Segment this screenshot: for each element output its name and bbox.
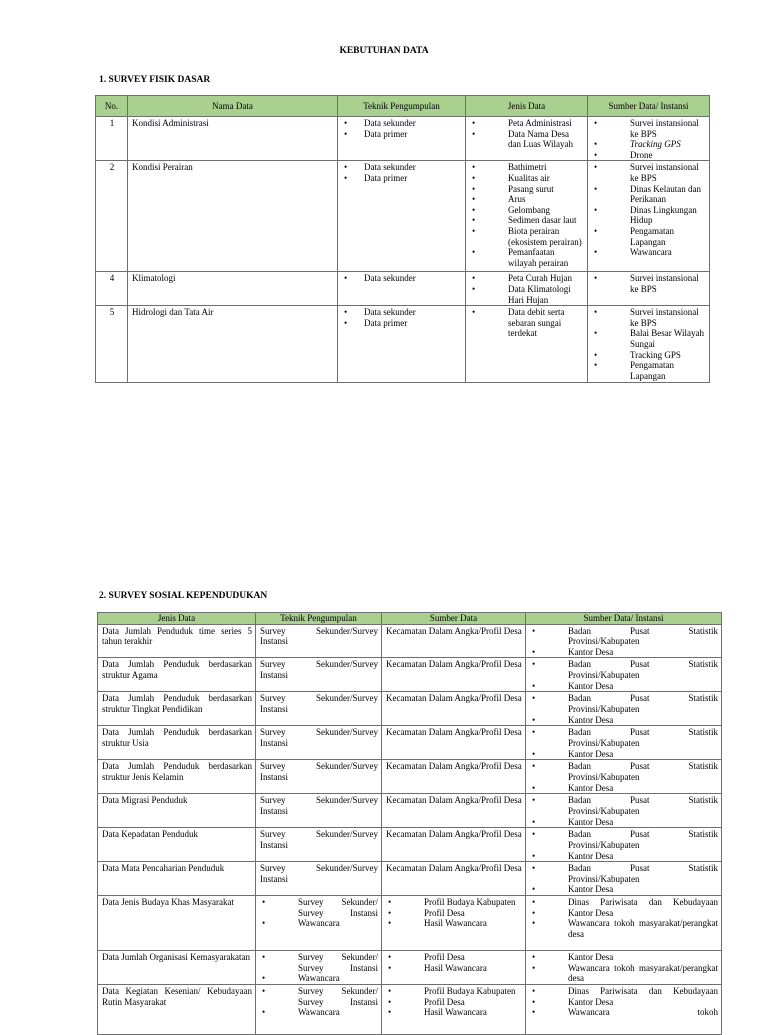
row-instansi [526,896,722,951]
row-instansi [526,828,722,862]
row-teknik: Survey Sekunder/Survey Instansi [256,794,382,828]
row-teknik: Survey Sekunder/Survey Instansi [256,624,382,658]
list-item: • Badan Pusat Statistik Provinsi/Kabupaten [530,863,718,884]
row-teknik [256,896,382,951]
row-sumber: Kecamatan Dalam Angka/Profil Desa [382,692,526,726]
row-instansi [526,658,722,692]
list-item: • Dinas Pariwisata dan Kebudayaan [530,986,718,997]
list-item: • Wawancara [260,918,378,929]
list-item: • Badan Pusat Statistik Provinsi/Kabupaten [530,659,718,680]
list-item: • Wawancara [260,973,378,984]
list-item: • Data Nama Desa dan Luas Wilayah [470,129,584,150]
list-item: • Hasil Wawancara [386,963,522,974]
list-item: • Data debit serta sebaran sungai terdekat [470,307,584,339]
row-jenis [466,161,588,272]
list-item: • Badan Pusat Statistik Provinsi/Kabupaten [530,761,718,782]
list-item: • Survey Sekunder/ Survey Instansi [260,952,378,973]
row-sumber [382,985,526,1035]
list-item: • Kantor Desa [530,681,718,692]
list-item: • Data Klimatologi Hari Hujan [470,284,584,305]
survey-sosial-table [97,612,722,1035]
row-sumber: Kecamatan Dalam Angka/Profil Desa [382,624,526,658]
row-name: Kondisi Administrasi [128,117,338,161]
list-item [592,139,706,150]
table-row [98,951,722,985]
row-teknik [256,985,382,1035]
list-item: • Data sekunder [342,273,462,284]
list-item: • Kantor Desa [530,908,718,919]
list-item: • Badan Pusat Statistik Provinsi/Kabupaten [530,727,718,748]
row-sumber: Kecamatan Dalam Angka/Profil Desa [382,760,526,794]
list-item: • Data primer [342,129,462,140]
row-teknik [256,951,382,985]
table-row [98,726,722,760]
list-item: • Data sekunder [342,118,462,129]
row-jenis: Data Migrasi Penduduk [98,794,256,828]
list-item: • Dinas Lingkungan Hidup [592,205,706,226]
list-item: • Peta Curah Hujan [470,273,584,284]
row-number: 2 [96,161,128,272]
row-jenis: Data Jumlah Penduduk berdasarkan struktur Tingkat Pendidikan [98,692,256,726]
row-sumber: Kecamatan Dalam Angka/Profil Desa [382,862,526,896]
list-item: • Profil Desa [386,997,522,1008]
row-jenis: Data Jumlah Penduduk time series 5 tahun terakhir [98,624,256,658]
table-row [98,985,722,1035]
row-jenis [466,272,588,306]
col-header-no: No. [96,96,128,117]
list-item: • Profil Desa [386,908,522,919]
col-header-teknik: Teknik Pengumpulan [338,96,466,117]
list-item: • Kantor Desa [530,952,718,963]
document-title: KEBUTUHAN DATA [339,46,429,56]
row-jenis [466,306,588,383]
list-item: • Wawancara tokoh masyarakat/perangkat desa [530,963,718,984]
table-row [96,117,710,161]
table-header-row [96,96,710,117]
row-sumber [588,306,710,383]
list-item: • Gelombang [470,205,584,216]
row-instansi [526,624,722,658]
row-teknik: Survey Sekunder/Survey Instansi [256,828,382,862]
table-row [98,692,722,726]
list-item: • Arus [470,194,584,205]
list-item: • Tracking GPS [592,350,706,361]
col-header-jenis: Jenis Data [466,96,588,117]
col-header-jenis-data: Jenis Data [98,613,256,625]
row-number: 1 [96,117,128,161]
row-name: Kondisi Perairan [128,161,338,272]
row-jenis: Data Jenis Budaya Khas Masyarakat [98,896,256,951]
list-item: • Survey Sekunder/ Survey Instansi [260,897,378,918]
list-item: • Profil Desa [386,952,522,963]
list-item: • Kantor Desa [530,851,718,862]
list-item: • Survei instansional ke BPS [592,307,706,328]
row-sumber: Kecamatan Dalam Angka/Profil Desa [382,794,526,828]
list-item: • Pasang surut [470,184,584,195]
table-row [98,760,722,794]
row-teknik [338,117,466,161]
row-instansi [526,985,722,1035]
row-instansi [526,726,722,760]
list-item: • Drone [592,150,706,161]
row-instansi [526,760,722,794]
row-instansi [526,862,722,896]
list-item: • Kantor Desa [530,783,718,794]
row-teknik [338,306,466,383]
list-item: • Bathimetri [470,162,584,173]
section-2-heading: 2. SURVEY SOSIAL KEPENDUDUKAN [99,591,268,601]
list-item: • Data sekunder [342,307,462,318]
row-jenis: Data Jumlah Penduduk berdasarkan struktur Jenis Kelamin [98,760,256,794]
list-item: • Wawancara tokoh masyarakat/perangkat desa [530,918,718,939]
row-teknik: Survey Sekunder/Survey Instansi [256,658,382,692]
row-sumber [588,161,710,272]
row-name: Hidrologi dan Tata Air [128,306,338,383]
list-item: • Data sekunder [342,162,462,173]
list-item: • Badan Pusat Statistik Provinsi/Kabupaten [530,693,718,714]
list-item: • Profil Budaya Kabupaten [386,986,522,997]
list-item: • Wawancara tokoh [530,1007,718,1018]
list-item: • Badan Pusat Statistik Provinsi/Kabupaten [530,795,718,816]
row-sumber: Kecamatan Dalam Angka/Profil Desa [382,658,526,692]
list-item: • Survei instansional ke BPS [592,273,706,294]
col-header-nama-data: Nama Data [128,96,338,117]
list-item: • Pemanfaatan wilayah perairan [470,247,584,268]
list-item: • Kantor Desa [530,647,718,658]
list-item: • Kantor Desa [530,884,718,895]
table-row [98,794,722,828]
row-sumber [588,117,710,161]
row-name: Klimatologi [128,272,338,306]
list-item: • Kantor Desa [530,715,718,726]
list-item: • Badan Pusat Statistik Provinsi/Kabupaten [530,626,718,647]
list-item: • Kantor Desa [530,817,718,828]
row-teknik: Survey Sekunder/Survey Instansi [256,862,382,896]
list-item: • Kantor Desa [530,997,718,1008]
list-item: • Biota perairan (ekosistem perairan) [470,226,584,247]
row-sumber: Kecamatan Dalam Angka/Profil Desa [382,726,526,760]
col-header-sumber: Sumber Data/ Instansi [588,96,710,117]
row-sumber [588,272,710,306]
col-header-teknik: Teknik Pengumpulan [256,613,382,625]
row-jenis: Data Jumlah Penduduk berdasarkan struktur Usia [98,726,256,760]
table-row [98,624,722,658]
row-sumber [382,951,526,985]
list-item: • Wawancara [592,247,706,258]
row-jenis: Data Mata Pencaharian Penduduk [98,862,256,896]
table-row [98,658,722,692]
list-item: • Survei instansional ke BPS [592,162,706,183]
row-teknik: Survey Sekunder/Survey Instansi [256,760,382,794]
row-jenis: Data Kepadatan Penduduk [98,828,256,862]
row-jenis: Data Kegiatan Kesenian/ Kebudayaan Rutin Masyarakat [98,985,256,1035]
col-header-sumber-data: Sumber Data [382,613,526,625]
row-teknik [338,161,466,272]
list-item: • Dinas Kelautan dan Perikanan [592,184,706,205]
row-sumber [382,896,526,951]
list-item: • Survei instansional ke BPS [592,118,706,139]
row-number: 5 [96,306,128,383]
list-item: • Data primer [342,173,462,184]
survey-fisik-table [95,95,710,383]
list-item: • Pengamatan Lapangan [592,226,706,247]
table-row [98,862,722,896]
table-row [96,272,710,306]
row-teknik [338,272,466,306]
list-item: • Hasil Wawancara [386,918,522,929]
list-item: • Badan Pusat Statistik Provinsi/Kabupaten [530,829,718,850]
table-row [98,828,722,862]
list-item: • Peta Administrasi [470,118,584,129]
row-sumber: Kecamatan Dalam Angka/Profil Desa [382,828,526,862]
row-instansi [526,692,722,726]
list-item: • Dinas Pariwisata dan Kebudayaan [530,897,718,908]
row-jenis: Data Jumlah Penduduk berdasarkan struktur Agama [98,658,256,692]
row-instansi [526,951,722,985]
col-header-instansi: Sumber Data/ Instansi [526,613,722,625]
list-item: • Kualitas air [470,173,584,184]
row-number: 4 [96,272,128,306]
table-header-row [98,613,722,625]
list-item: • Profil Budaya Kabupaten [386,897,522,908]
list-item: • Pengamatan Lapangan [592,360,706,381]
list-item: • Kantor Desa [530,749,718,760]
table-row [98,896,722,951]
list-item: • Survey Sekunder/ Survey Instansi [260,986,378,1007]
section-1-heading: 1. SURVEY FISIK DASAR [99,75,211,85]
row-teknik: Survey Sekunder/Survey Instansi [256,692,382,726]
list-item: • Hasil Wawancara [386,1007,522,1018]
list-item: • Balai Besar Wilayah Sungai [592,328,706,349]
row-jenis [466,117,588,161]
row-jenis: Data Jumlah Organisasi Kemasyarakatan [98,951,256,985]
row-instansi [526,794,722,828]
list-item: • Wawancara [260,1007,378,1018]
table-row [96,306,710,383]
table-row [96,161,710,272]
tracking-text: Tracking GPS [630,139,681,150]
row-teknik: Survey Sekunder/Survey Instansi [256,726,382,760]
list-item: • Data primer [342,318,462,329]
list-item: • Sedimen dasar laut [470,215,584,226]
